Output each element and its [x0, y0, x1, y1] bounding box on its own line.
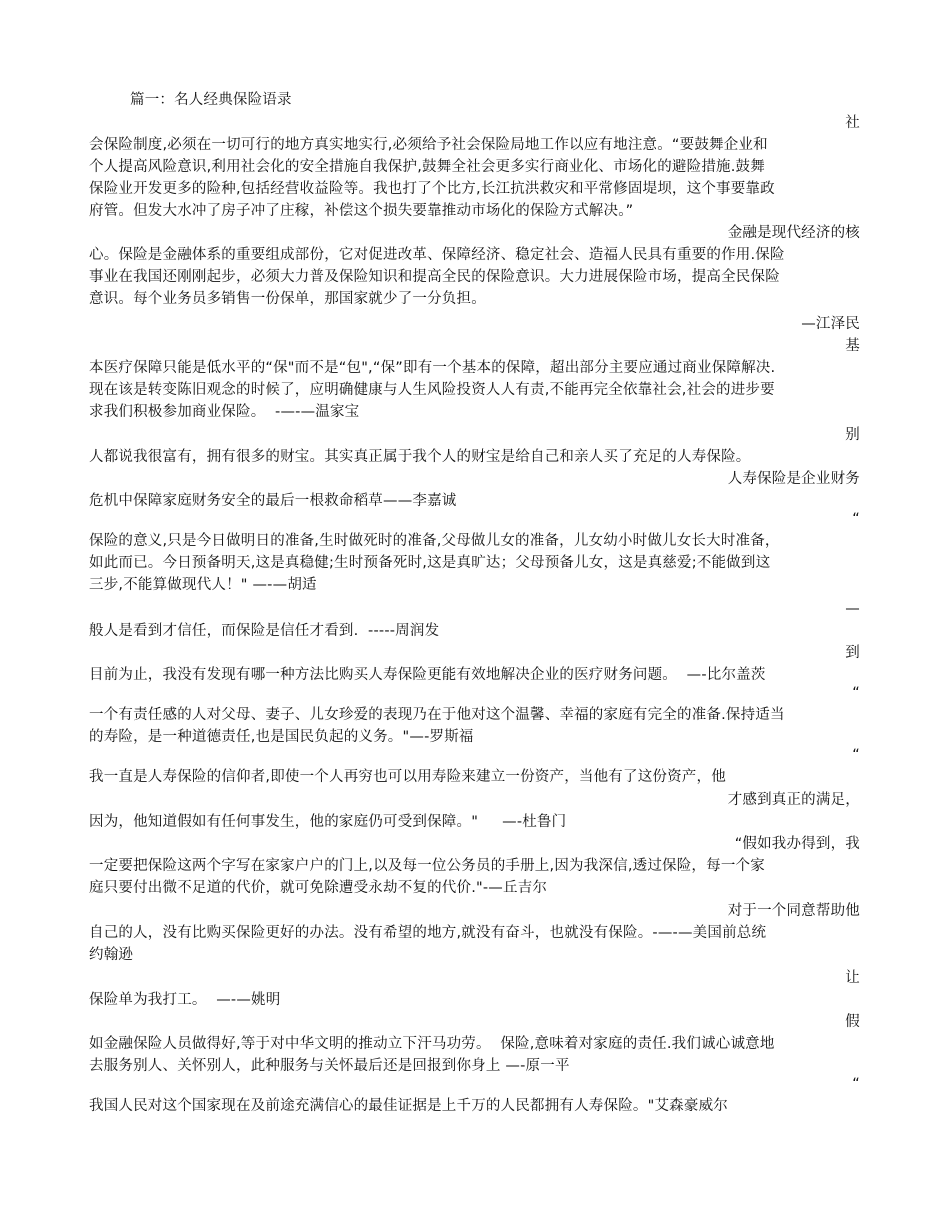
text-line: 让: [845, 970, 860, 986]
text-line: 个人提高风险意识,利用社会化的安全措施自我保护,鼓舞全社会更多实行商业化、市场化的避险措施.鼓舞: [89, 159, 765, 175]
text-line: 约翰逊: [89, 947, 134, 963]
text-line: 保险的意义,只是今日做明日的准备,生时做死时的准备,父母做儿女的准备，儿女幼小时做儿女长大时准备，: [89, 533, 780, 549]
text-line: 我一直是人寿保险的信仰者,即使一个人再穷也可以用寿险来建立一份资产，当他有了这份资产，他: [89, 769, 726, 785]
text-line: 会保险制度,必须在一切可行的地方真实地实行,必须给予社会保险局地工作以应有地注意。“要鼓舞企业和: [89, 137, 768, 153]
text-line: 现在该是转变陈旧观念的时候了，应明确健康与人生风险投资人人有责,不能再完全依靠社会,社会的进步要: [89, 382, 775, 398]
text-line: 的寿险，是一种道德责任,也是国民负起的义务。"—-罗斯福: [89, 729, 474, 745]
text-line: 因为，他知道假如有任何事发生，他的家庭仍可受到保障。" —-杜鲁门: [89, 814, 567, 830]
text-line: 般人是看到才信任，而保险是信任才看到. -----周润发: [89, 623, 440, 639]
text-line: 心。保险是金融体系的重要组成部份，它对促进改革、保障经济、稳定社会、造福人民具有重要的作用.保险: [89, 247, 785, 263]
text-line: 人都说我很富有，拥有很多的财宝。其实真正属于我个人的财宝是给自己和亲人买了充足的人寿保险。: [89, 449, 751, 465]
text-line: “: [852, 685, 860, 701]
text-line: 意识。每个业务员多销售一份保单，那国家就少了一分负担。: [89, 291, 486, 307]
text-line: 才感到真正的满足，: [727, 792, 860, 808]
text-line: 保险单为我打工。 —-—姚明: [89, 992, 281, 1008]
text-line: 社: [845, 115, 860, 131]
text-line: 去服务别人、关怀别人，此种服务与关怀最后还是回报到你身上 —-原一平: [89, 1058, 570, 1074]
document-title: 篇一：名人经典保险语录: [130, 92, 292, 108]
text-line: 一定要把保险这两个字写在家家户户的门上,以及每一位公务员的手册上,因为我深信,透过保险，每一个家: [89, 858, 765, 874]
text-line: 别: [845, 427, 860, 443]
text-line: 对于一个同意帮助他: [727, 903, 860, 919]
text-line: 金融是现代经济的核: [727, 225, 860, 241]
text-line: 假: [845, 1014, 860, 1030]
text-line: 三步,不能算做现代人！" —-—胡适: [89, 577, 317, 593]
text-line: —江泽民: [801, 316, 860, 332]
text-line: 自己的人，没有比购买保险更好的办法。没有希望的地方,就没有奋斗，也就没有保险。-—-—美国前总统: [89, 925, 767, 941]
text-line: 如此而已。今日预备明天,这是真稳健;生时预备死时,这是真旷达；父母预备儿女，这是真慈爱;不能做到这: [89, 555, 771, 571]
text-line: “: [852, 747, 860, 763]
text-line: 如金融保险人员做得好,等于对中华文明的推动立下汗马功劳。 保险,意味着对家庭的责任.我们诚心诚意地: [89, 1036, 775, 1052]
text-line: 求我们积极参加商业保险。 -—-—温家宝: [89, 404, 360, 420]
text-line: “假如我办得到，我: [734, 836, 860, 852]
text-line: 人寿保险是企业财务: [727, 471, 860, 487]
text-line: 事业在我国还刚刚起步，必须大力普及保险知识和提高全民的保险意识。大力进展保险市场，提高全民保险: [89, 269, 780, 285]
text-line: 本医疗保障只能是低水平的“保"而不是“包",“保”即有一个基本的保障，超出部分主要应通过商业保障解决.: [89, 360, 776, 376]
text-line: “: [852, 511, 860, 527]
text-line: 府管。但发大水冲了房子冲了庄稼，补偿这个损失要靠推动市场化的保险方式解决。”: [89, 203, 634, 219]
text-line: 一个有责任感的人对父母、妻子、儿女珍爱的表现乃在于他对这个温馨、幸福的家庭有完全的准备.保持适当: [89, 707, 785, 723]
text-line: 到: [845, 645, 860, 661]
text-line: 目前为止，我没有发现有哪一种方法比购买人寿保险更能有效地解决企业的医疗财务问题。 —-比尔盖茨: [89, 667, 766, 683]
text-line: 庭只要付出微不足道的代价，就可免除遭受永劫不复的代价."-—丘吉尔: [89, 880, 548, 896]
text-line: —: [845, 601, 860, 617]
text-line: 保险业开发更多的险种,包括经营收益险等。我也打了个比方,长江抗洪救灾和平常修固堤坝，这个事要靠政: [89, 181, 775, 197]
text-line: 我国人民对这个国家现在及前途充满信心的最佳证据是上千万的人民都拥有人寿保险。"艾森豪威尔: [89, 1098, 728, 1114]
text-line: 基: [845, 338, 860, 354]
text-line: “: [852, 1076, 860, 1092]
text-line: 危机中保障家庭财务安全的最后一根救命稻草——李嘉诚: [89, 493, 457, 509]
